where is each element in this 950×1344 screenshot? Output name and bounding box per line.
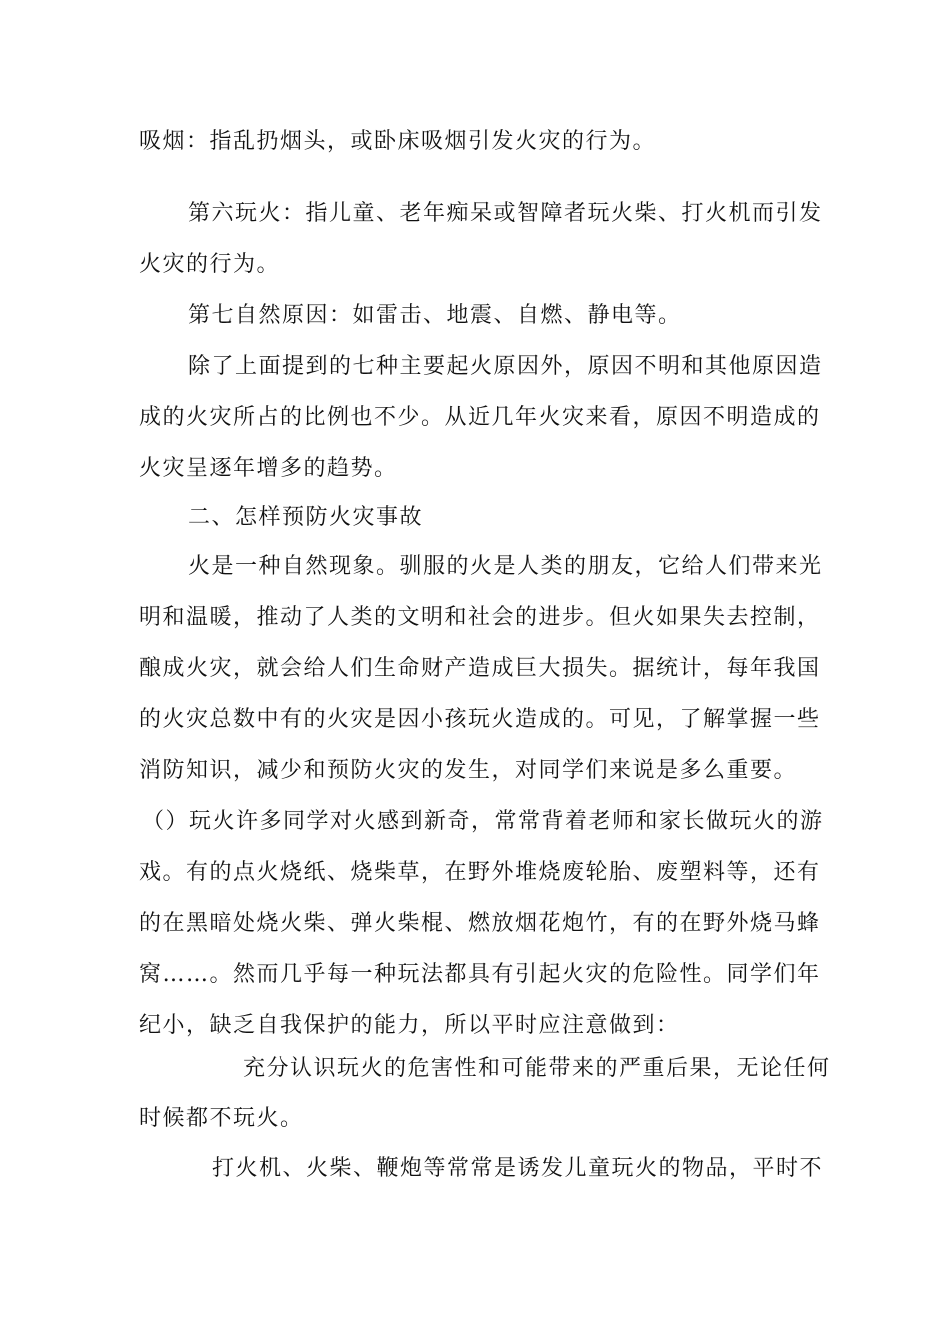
section-heading: 二、怎样预防火灾事故	[188, 505, 424, 530]
text-line: 纪小，缺乏自我保护的能力，所以平时应注意做到：	[139, 1013, 680, 1038]
text-line: 成的火灾所占的比例也不少。从近几年火灾来看，原因不明造成的	[139, 405, 821, 430]
text-line: 火灾的行为。	[139, 252, 281, 277]
text-line: 的在黑暗处烧火柴、弹火柴棍、燃放烟花炮竹，有的在野外烧马蜂	[139, 911, 821, 936]
text-line: 充分认识玩火的危害性和可能带来的严重后果，无论任何	[243, 1056, 831, 1081]
text-line: 除了上面提到的七种主要起火原因外，原因不明和其他原因造	[188, 354, 823, 379]
text-line: 打火机、火柴、鞭炮等常常是诱发儿童玩火的物品，平时不	[212, 1156, 824, 1181]
text-line: 戏。有的点火烧纸、烧柴草，在野外堆烧废轮胎、废塑料等，还有	[139, 860, 821, 885]
text-line: 酿成火灾，就会给人们生命财产造成巨大损失。据统计，每年我国	[139, 656, 821, 681]
text-line: 第七自然原因：如雷击、地震、自燃、静电等。	[188, 303, 682, 328]
text-line: 时候都不玩火。	[139, 1106, 304, 1131]
text-line: （）玩火许多同学对火感到新奇，常常背着老师和家长做玩火的游	[142, 809, 824, 834]
text-line: 第六玩火：指儿童、老年痴呆或智障者玩火柴、打火机而引发	[188, 201, 823, 226]
text-line: 火灾呈逐年增多的趋势。	[139, 456, 398, 481]
text-line: 吸烟：指乱扔烟头，或卧床吸烟引发火灾的行为。	[139, 129, 657, 154]
text-line: 消防知识，减少和预防火灾的发生，对同学们来说是多么重要。	[139, 758, 798, 783]
text-line: 的火灾总数中有的火灾是因小孩玩火造成的。可见，了解掌握一些	[139, 707, 821, 732]
text-line: 明和温暖，推动了人类的文明和社会的进步。但火如果失去控制，	[139, 605, 821, 630]
text-line: 窝……。然而几乎每一种玩法都具有引起火灾的危险性。同学们年	[139, 962, 821, 987]
text-line: 火是一种自然现象。驯服的火是人类的朋友，它给人们带来光	[188, 554, 823, 579]
